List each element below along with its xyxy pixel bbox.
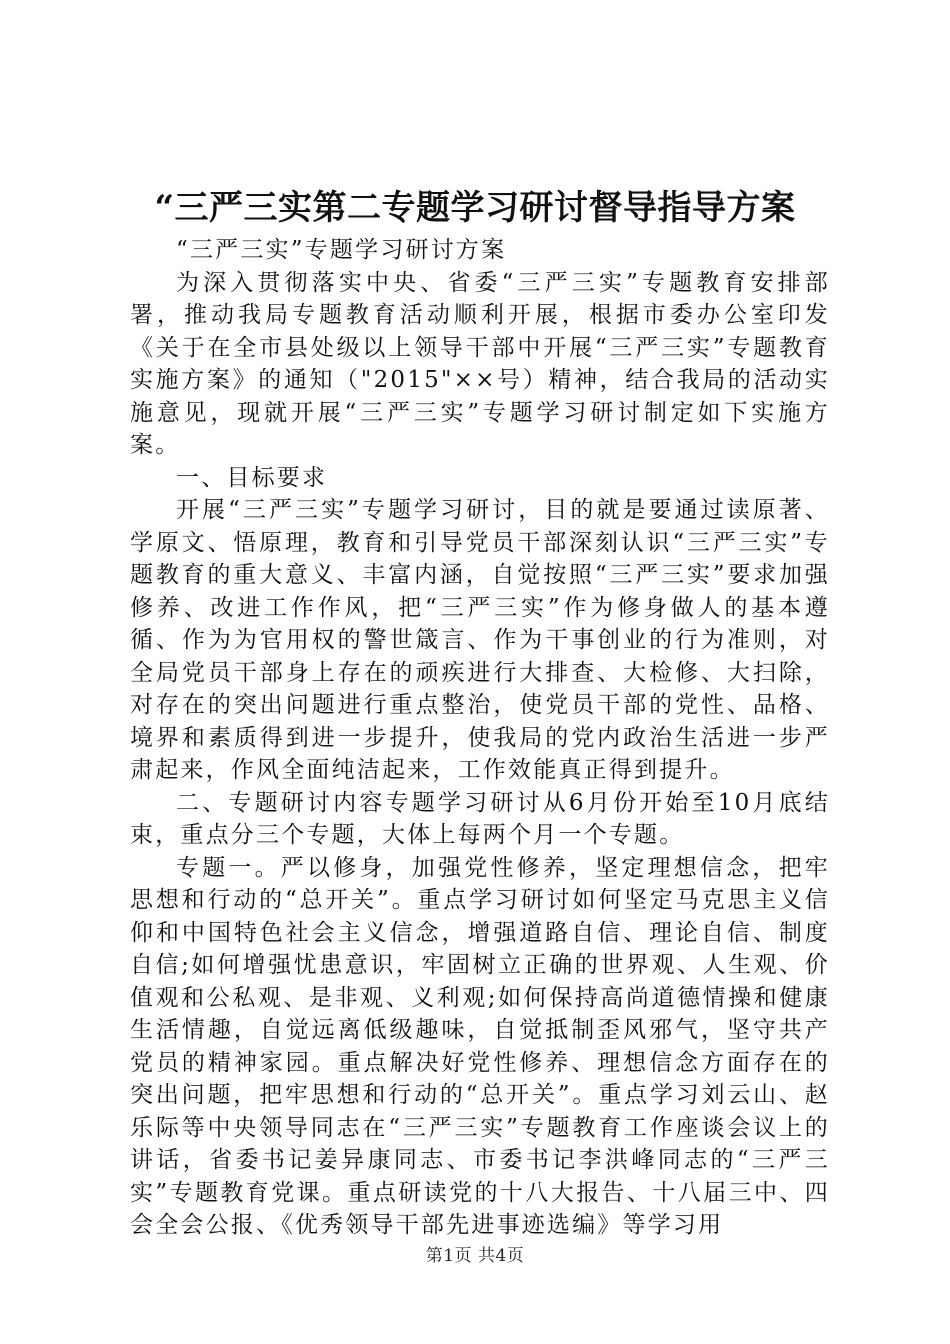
page-footer: 第1页 共4页: [425, 1246, 525, 1266]
subtitle-paragraph: “三严三实”专题学习研讨方案: [176, 237, 507, 263]
section-heading-goals: 一、目标要求: [176, 464, 328, 491]
document-body: [130, 234, 830, 1242]
goals-paragraph: 开展“三严三实”专题学习研讨，目的就是要通过读原著、学原文、悟原理，教育和引导党员干部深刻认识“三严三实”专题教育的重大意义、丰富内涵，自觉按照“三严三实”要求加强修养、改进工作作风，把“三严三实”作为修身做人的基本遵循、作为为官用权的警世箴言、作为干事创业的行为准则，对全局党员干部身上存在的顽疾进行大排查、大检修、大扫除，对存在的突出问题进行重点整治，使党员干部的党性、品格、境界和素质得到进一步提升，使我局的党内政治生活进一步严肃起来，作风全面纯洁起来，工作效能真正得到提升。: [130, 497, 830, 783]
topic-one-paragraph: 专题一。严以修身，加强党性修养，坚定理想信念，把牢思想和行动的“总开关”。重点学习研讨如何坚定马克思主义信仰和中国特色社会主义信念，增强道路自信、理论自信、制度自信;如何增强忧患意识，牢固树立正确的世界观、人生观、价值观和公私观、是非观、义利观;如何保持高尚道德情操和健康生活情趣，自觉远离低级趣味，自觉抵制歪风邪气，坚守共产党员的精神家园。重点解决好党性修养、理想信念方面存在的突出问题，把牢思想和行动的“总开关”。重点学习刘云山、赵乐际等中央领导同志在“三严三实”专题教育工作座谈会议上的讲话，省委书记姜异康同志、市委书记李洪峰同志的“三严三实”专题教育党课。重点研读党的十八大报告、十八届三中、四会全会公报、《优秀领导干部先进事迹选编》等学习用: [130, 854, 830, 1238]
section-heading-content: 二、专题研讨内容专题学习研讨从6月份开始至10月底结束，重点分三个专题，大体上每两个月一个专题。: [130, 789, 830, 848]
intro-paragraph: 为深入贯彻落实中央、省委“三严三实”专题教育安排部署，推动我局专题教育活动顺利开展，根据市委办公室印发《关于在全市县处级以上领导干部中开展“三严三实”专题教育实施方案》的通知（"2015"××号）精神，结合我局的活动实施意见，现就开展“三严三实”专题学习研讨制定如下实施方案。: [130, 269, 830, 458]
document-title: “三严三实第二专题学习研讨督导指导方案: [154, 188, 796, 228]
